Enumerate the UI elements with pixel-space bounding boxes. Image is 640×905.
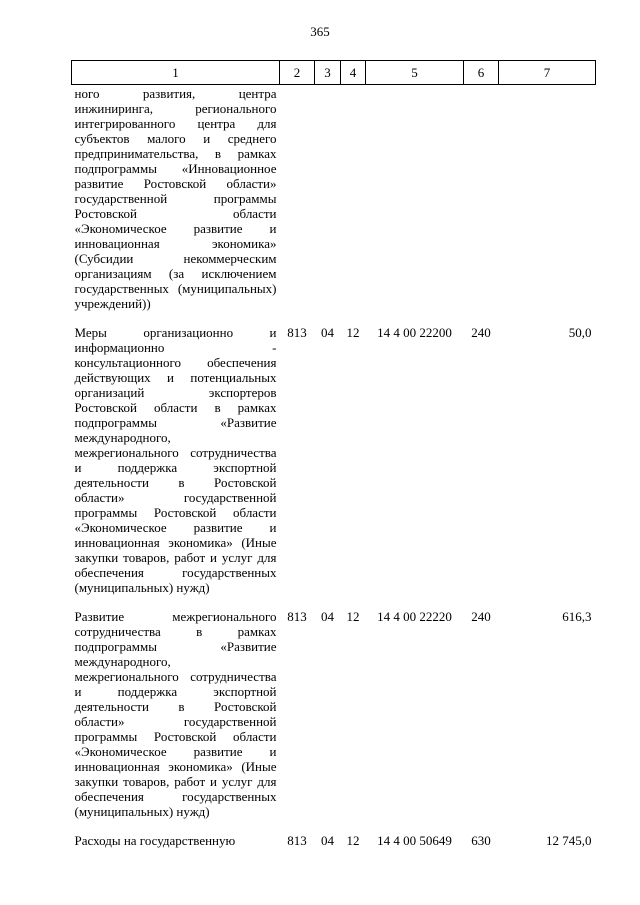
column-header: 3	[315, 61, 341, 85]
column-header: 7	[499, 61, 596, 85]
table-row	[72, 85, 596, 326]
subsection-code: 12	[346, 609, 360, 624]
ministry-code: 813	[287, 325, 307, 340]
subsection-code: 12	[346, 833, 360, 848]
expense-description: ного развития, центра инжиниринга, регионального интегрированного центра для субъектов малого и среднего предпринимательства, в рамках подпрограммы «Инновационное развитие Ростовской области» государственной программы Ростовской области «Экономическое развитие и инновационная экономика» (Субсидии некоммерческим организациям (за исключением государственных (муниципальных) учреждений))	[74, 86, 277, 311]
budget-table	[71, 60, 596, 862]
expense-type-code: 240	[471, 325, 491, 340]
table-row	[72, 833, 596, 862]
ministry-code	[280, 85, 315, 326]
column-header: 6	[464, 61, 499, 85]
ministry-code: 813	[287, 609, 307, 624]
target-item-code: 14 4 00 22200	[377, 325, 452, 340]
subsection-code: 12	[346, 325, 360, 340]
column-header: 4	[341, 61, 366, 85]
column-header: 2	[280, 61, 315, 85]
amount: 12 745,0	[546, 833, 592, 848]
amount: 616,3	[562, 609, 592, 624]
expense-type-code: 630	[471, 833, 491, 848]
subsection-code	[341, 85, 366, 326]
page-number: 365	[310, 24, 330, 39]
expense-description: Развитие межрегионального сотрудничества в рамках подпрограммы «Развитие международного, межрегионального сотрудничества и поддержка экспортной деятельности в Ростовской области» государственной программы Ростовской области «Экономическое развитие и инновационная экономика» (Иные закупки товаров, работ и услуг для обеспечения государственных (муниципальных) нужд)	[74, 609, 277, 819]
column-header: 5	[366, 61, 464, 85]
section-code: 04	[321, 609, 334, 624]
section-code	[315, 85, 341, 326]
table-row	[72, 609, 596, 833]
ministry-code: 813	[287, 833, 307, 848]
expense-description: Расходы на государственную	[74, 833, 236, 848]
table-header-row	[72, 61, 596, 85]
target-item-code: 14 4 00 22220	[377, 609, 452, 624]
target-item-code	[366, 85, 464, 326]
expense-type-code: 240	[471, 609, 491, 624]
section-code: 04	[321, 325, 334, 340]
amount: 50,0	[568, 325, 592, 340]
column-header: 1	[72, 61, 280, 85]
target-item-code: 14 4 00 50649	[377, 833, 452, 848]
expense-description: Меры организационно и информационно - консультационного обеспечения действующих и потенциальных организаций экспортеров Ростовской области в рамках подпрограммы «Развитие международного, межрегионального сотрудничества и поддержка экспортной деятельности в Ростовской области» государственной программы Ростовской области «Экономическое развитие и инновационная экономика» (Иные закупки товаров, работ и услуг для обеспечения государственных (муниципальных) нужд)	[74, 325, 277, 595]
section-code: 04	[321, 833, 334, 848]
table-row	[72, 325, 596, 609]
expense-type-code	[464, 85, 499, 326]
amount	[499, 85, 596, 326]
